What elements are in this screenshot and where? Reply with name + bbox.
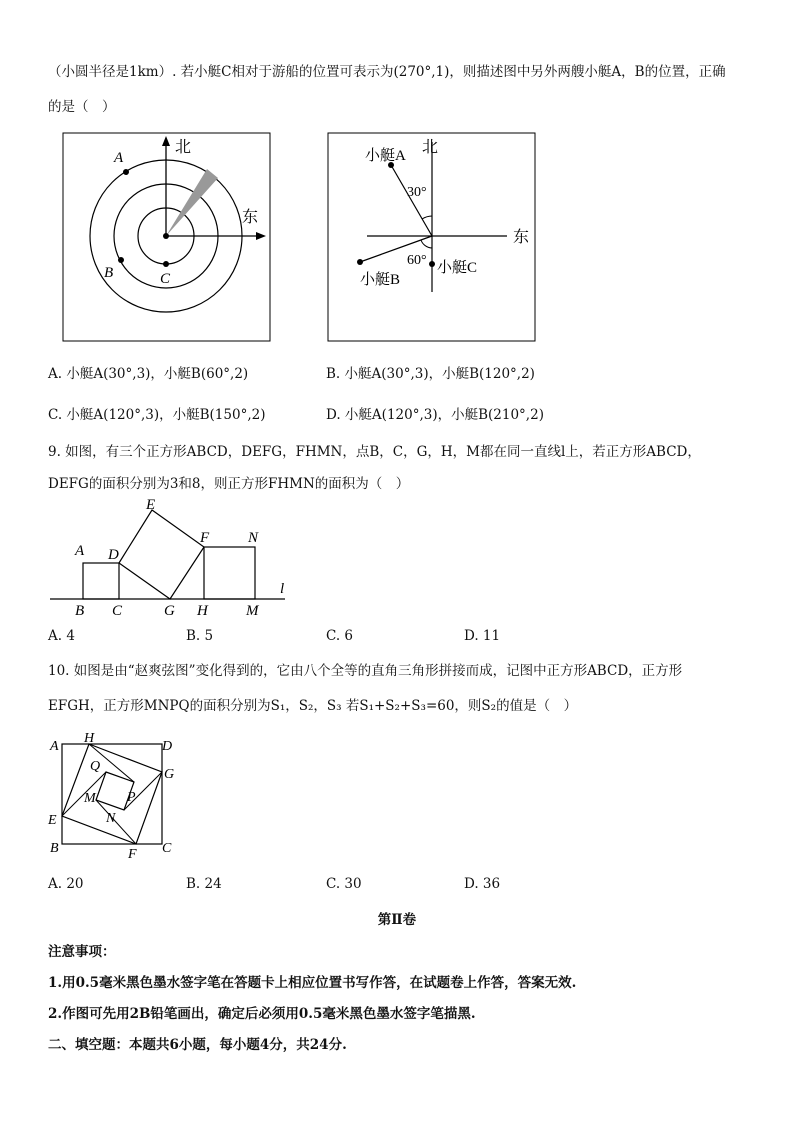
east-arrow-icon <box>256 232 266 240</box>
q9-text-line1: 9. 如图，有三个正方形ABCD，DEFG，FHMN，点B，C，G，H，M都在同一直线l上，若正方形ABCD， <box>48 444 701 460</box>
q9-option-b[interactable]: B. 5 <box>186 628 214 644</box>
ship-center <box>163 233 169 239</box>
bearing-figure <box>327 132 537 342</box>
squares-figure <box>45 495 305 625</box>
q8-option-c[interactable]: C. 小艇A(120°,3)，小艇B(150°,2) <box>48 407 266 423</box>
z-label-e: E <box>48 813 57 828</box>
q8-text-line2: 的是（ ） <box>48 99 116 115</box>
east-label: 东 <box>242 209 259 226</box>
z-label-f: F <box>128 847 137 858</box>
z-label-b: B <box>50 841 59 856</box>
square-abcd-outer <box>62 744 162 844</box>
q10-option-a[interactable]: A. 20 <box>48 876 84 892</box>
angle-30-arc <box>422 216 432 219</box>
square-fhmn <box>204 547 255 599</box>
z-label-c: C <box>162 841 172 856</box>
fill-in-section-heading: 二、填空题：本题共6小题，每小题4分，共24分. <box>48 1037 347 1053</box>
q9-option-a[interactable]: A. 4 <box>48 628 75 644</box>
square-abcd <box>83 563 119 599</box>
label-h: H <box>197 603 208 619</box>
bearing-b-label: 小艇B <box>360 272 401 288</box>
square-defg <box>119 510 204 599</box>
z-label-m: M <box>84 791 96 806</box>
q10-text-line2: EFGH，正方形MNPQ的面积分别为S₁，S₂，S₃ 若S₁+S₂+S₃=60，则S₂的值是（ ） <box>48 698 578 714</box>
label-g: G <box>164 603 175 619</box>
boat-b-point <box>118 257 124 263</box>
bearing-c-label: 小艇C <box>437 260 478 276</box>
label-b: B <box>75 603 85 619</box>
bearing-north-label: 北 <box>422 139 439 156</box>
label-d: D <box>108 547 119 563</box>
note-2: 2.作图可先用2B铅笔画出，确定后必须用0.5毫米黑色墨水签字笔描黑. <box>48 1006 476 1022</box>
q8-option-b[interactable]: B. 小艇A(30°,3)，小艇B(120°,2) <box>326 366 535 382</box>
label-a: A <box>75 543 85 559</box>
q8-text-line1: （小圆半径是1km）. 若小艇C相对于游船的位置可表示为(270°,1)，则描述图中另外两艘小艇A，B的位置，正确 <box>48 64 726 80</box>
z-label-q: Q <box>90 759 101 774</box>
z-label-n: N <box>106 811 116 826</box>
north-label: 北 <box>175 139 192 156</box>
bearing-c-point <box>429 261 435 267</box>
boat-c-label: C <box>160 271 171 287</box>
q10-option-c[interactable]: C. 30 <box>326 876 362 892</box>
q9-option-d[interactable]: D. 11 <box>464 628 501 644</box>
z-label-p: P <box>127 790 136 805</box>
zhao-shuang-figure <box>44 728 184 858</box>
angle-60-label: 60° <box>407 253 427 268</box>
label-c: C <box>112 603 123 619</box>
bearing-b-point <box>357 259 363 265</box>
z-label-g: G <box>164 767 175 782</box>
note-1: 1.用0.5毫米黑色墨水签字笔在答题卡上相应位置书写作答，在试题卷上作答，答案无效. <box>48 975 577 991</box>
boat-b-label: B <box>104 265 114 281</box>
radar-figure <box>62 132 272 342</box>
ray-to-a <box>391 165 432 236</box>
boat-c-point <box>163 261 169 267</box>
label-f: F <box>200 530 210 546</box>
q9-text-line2: DEFG的面积分别为3和8，则正方形FHMN的面积为（ ） <box>48 476 410 492</box>
boat-a-point <box>123 169 129 175</box>
north-arrow-icon <box>162 136 170 146</box>
angle-30-label: 30° <box>407 185 427 200</box>
label-n: N <box>248 530 259 546</box>
label-l: l <box>280 581 285 597</box>
boat-a-label: A <box>114 150 124 166</box>
angle-60-arc <box>421 240 432 248</box>
q10-text-line1: 10. 如图是由“赵爽弦图”变化得到的，它由八个全等的直角三角形拼接而成，记图中正方形ABCD，正方形 <box>48 663 683 679</box>
z-label-a: A <box>50 739 59 754</box>
z-label-d: D <box>162 739 173 754</box>
bearing-east-label: 东 <box>513 229 530 246</box>
q8-option-d[interactable]: D. 小艇A(120°,3)，小艇B(210°,2) <box>326 407 544 423</box>
notes-title: 注意事项： <box>48 944 116 960</box>
part2-title: 第Ⅱ卷 <box>377 912 417 928</box>
square-efgh <box>62 744 162 844</box>
bearing-a-label: 小艇A <box>365 148 406 164</box>
label-m: M <box>246 603 259 619</box>
q10-option-d[interactable]: D. 36 <box>464 876 501 892</box>
q8-option-a[interactable]: A. 小艇A(30°,3)，小艇B(60°,2) <box>48 366 249 382</box>
q10-option-b[interactable]: B. 24 <box>186 876 222 892</box>
q9-option-c[interactable]: C. 6 <box>326 628 354 644</box>
label-e: E <box>146 497 156 513</box>
z-label-h: H <box>84 731 95 746</box>
